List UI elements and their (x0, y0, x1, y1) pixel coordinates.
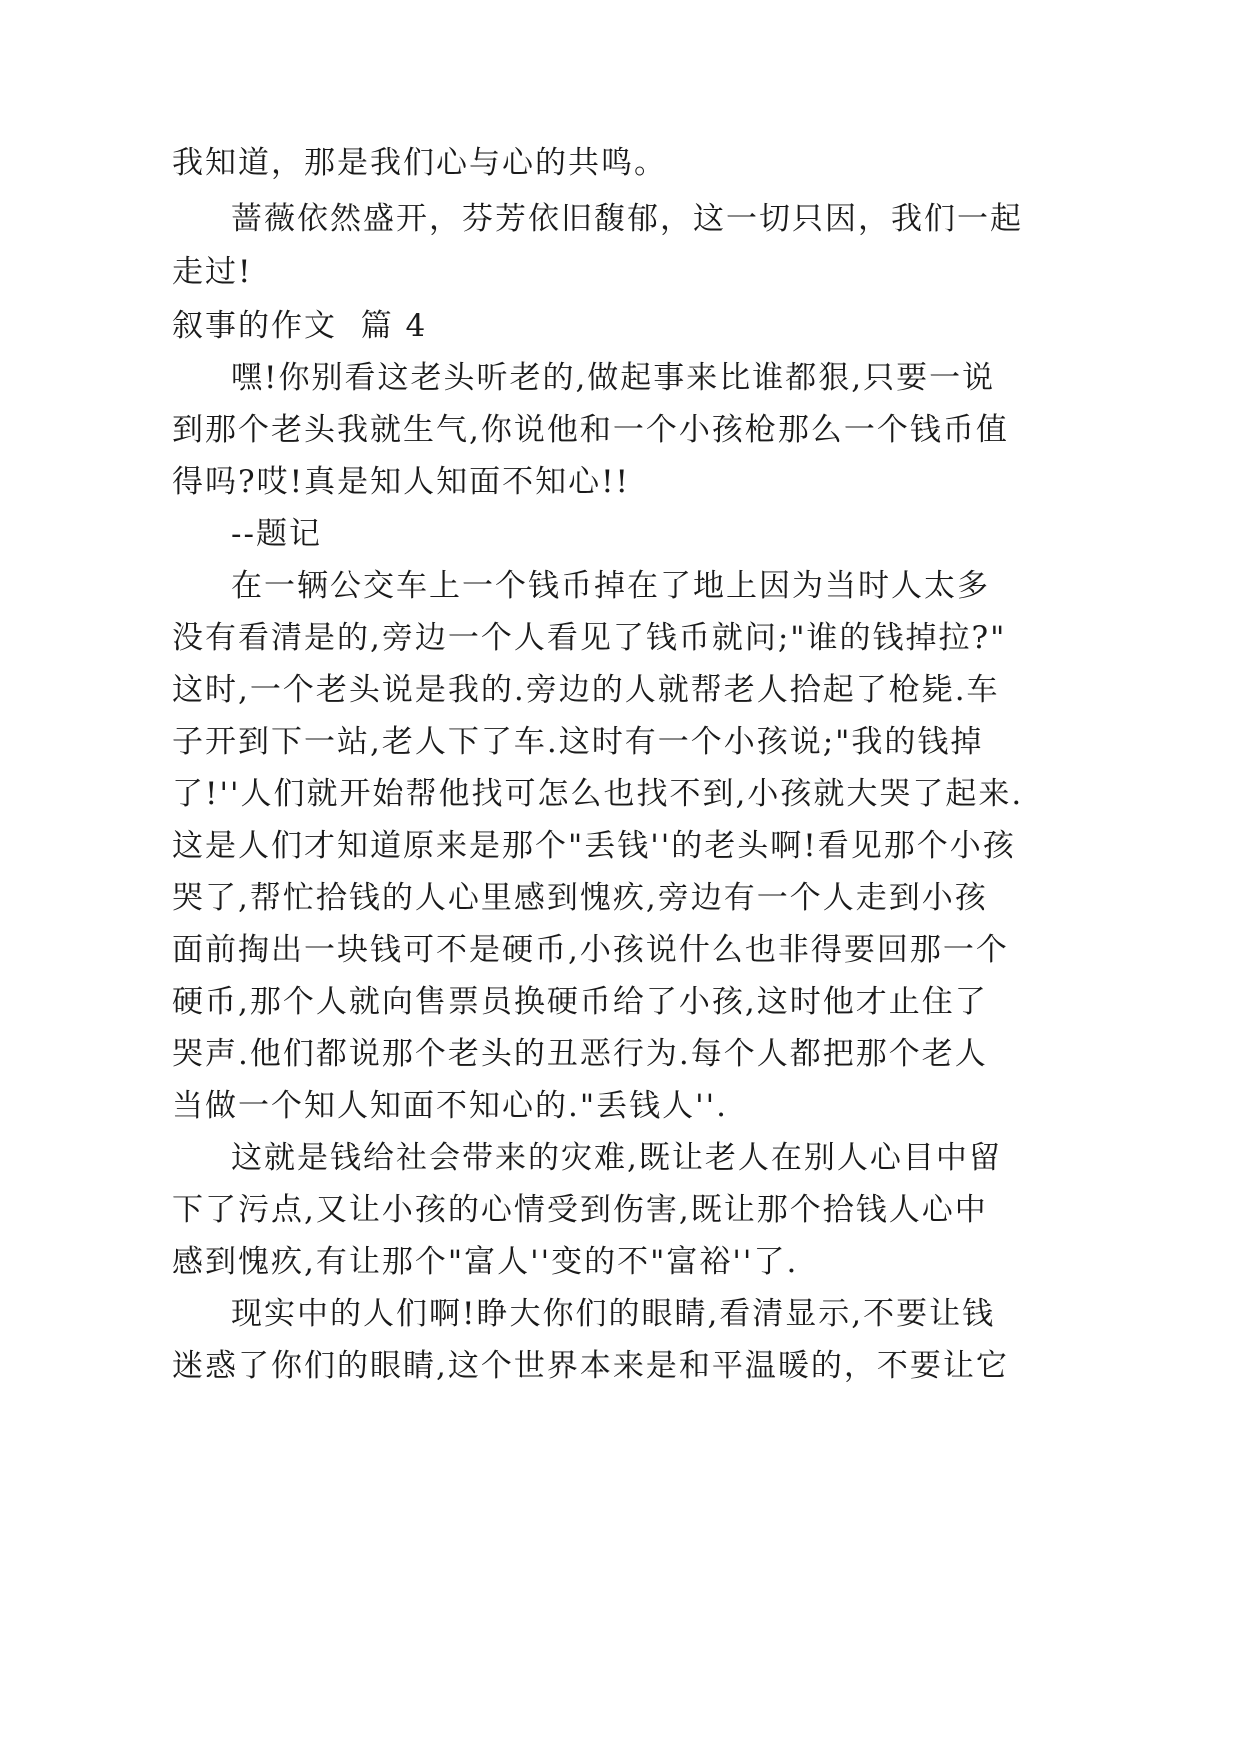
text-line: 蔷薇依然盛开，芬芳依旧馥郁，这一切只因，我们一起 (231, 201, 1023, 237)
text-line: 这是人们才知道原来是那个"丢钱''的老头啊!看见那个小孩 (172, 828, 1016, 864)
text-line: 没有看清是的,旁边一个人看见了钱币就问;"谁的钱掉拉?" (172, 620, 1007, 656)
text-line: 了!''人们就开始帮他找可怎么也找不到,小孩就大哭了起来. (172, 776, 1024, 812)
text-line: 子开到下一站,老人下了车.这时有一个小孩说;"我的钱掉 (172, 724, 984, 760)
text-line: 我知道，那是我们心与心的共鸣。 (172, 145, 667, 181)
text-line: 哭声.他们都说那个老头的丑恶行为.每个人都把那个老人 (172, 1036, 988, 1072)
text-line: 感到愧疚,有让那个"富人''变的不"富裕''了. (172, 1244, 799, 1280)
text-line: 这就是钱给社会带来的灾难,既让老人在别人心目中留 (231, 1140, 1002, 1176)
text-line: 嘿!你别看这老头听老的,做起事来比谁都狠,只要一说 (231, 360, 996, 396)
text-line: 下了污点,又让小孩的心情受到伤害,既让那个拾钱人心中 (172, 1192, 988, 1228)
text-line: 得吗?哎!真是知人知面不知心!! (172, 464, 630, 500)
text-line: 迷惑了你们的眼睛,这个世界本来是和平温暖的，不要让它 (172, 1348, 1009, 1384)
text-line: 面前掏出一块钱可不是硬币,小孩说什么也非得要回那一个 (172, 932, 1009, 968)
text-line: 走过! (172, 254, 253, 290)
text-line: 硬币,那个人就向售票员换硬币给了小孩,这时他才止住了 (172, 984, 988, 1020)
text-line: 在一辆公交车上一个钱币掉在了地上因为当时人太多 (231, 568, 990, 604)
text-line: 当做一个知人知面不知心的."丢钱人''. (172, 1088, 729, 1124)
text-line: 到那个老头我就生气,你说他和一个小孩枪那么一个钱币值 (172, 412, 1009, 448)
text-line: 哭了,帮忙拾钱的人心里感到愧疚,旁边有一个人走到小孩 (172, 880, 988, 916)
text-line: 现实中的人们啊!睁大你们的眼睛,看清显示,不要让钱 (231, 1296, 996, 1332)
section-heading: 叙事的作文 篇 4 (172, 308, 428, 344)
text-line: 这时,一个老头说是我的.旁边的人就帮老人拾起了枪毙.车 (172, 672, 1000, 708)
epigraph-attribution: --题记 (231, 516, 322, 552)
